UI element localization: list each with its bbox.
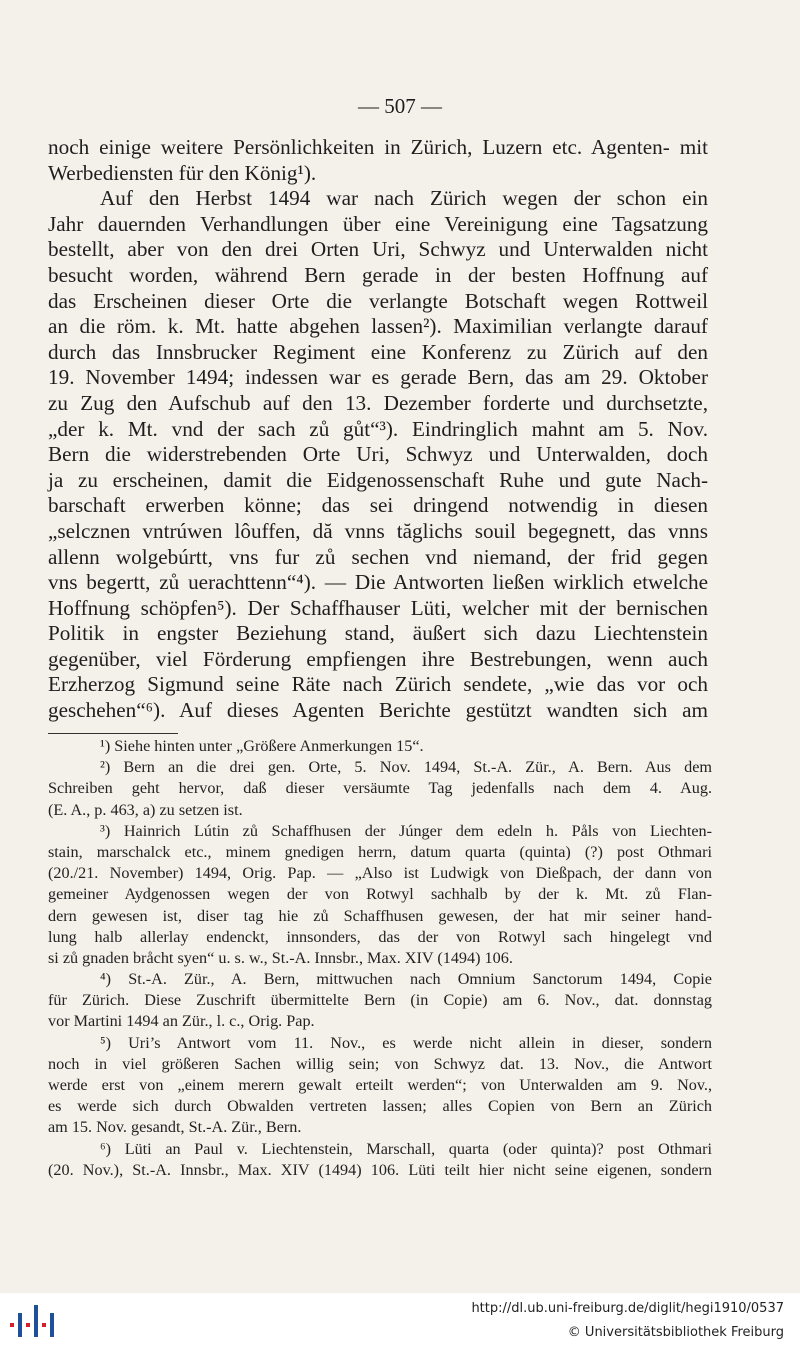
viewer-footer [0,1293,800,1349]
footnotes [48,736,712,1181]
text-line: allenn wolgebúrtt, vns fur zů sechen vnd niemand, der frid gegen [48,544,708,569]
text-line: an die röm. k. Mt. hatte abgehen lassen²). Maximilian verlangte darauf [48,314,708,339]
text-line: gegenüber, viel Förderung empfiengen ihre Bestrebungen, wenn auch [48,646,708,671]
text-line: ja zu erscheinen, damit die Eidgenossenschaft Ruhe und gute Nach- [48,467,708,492]
text-line: Jahr dauernden Verhandlungen über eine Vereinigung eine Tagsatzung [48,211,708,236]
footnote-line: stain, marschalck etc., minem gnedigen herrn, datum quarta (quinta) (?) post Othmari [48,842,712,861]
footnote-line: am 15. Nov. gesandt, St.-A. Zür., Bern. [48,1118,302,1137]
main-text [48,135,708,724]
footnote-line: si zů gnaden bråcht syen“ u. s. w., St.-A. Innsbr., Max. XIV (1494) 106. [48,948,513,967]
ub-freiburg-logo-icon [8,1301,56,1341]
footnote-line: es werde sich durch Obwalden vertreten lassen; alles Copien von Bern an Zürich [48,1097,712,1116]
text-line: Erzherzog Sigmund seine Räte nach Zürich sendete, „wie das vor och [48,672,708,697]
footnote-line: ¹) Siehe hinten unter „Größere Anmerkungen 15“. [100,737,424,755]
footnote-line: gemeiner Aydgenossen wegen der von Rotwyl sachhalb by der k. Mt. zů Flan- [48,885,712,904]
copyright-text: © Universitätsbibliothek Freiburg [567,1325,784,1340]
footnote-line: (20./21. November) 1494, Orig. Pap. — „Also ist Ludwigk von Dießpach, der dann von [48,864,712,883]
footnote-divider [48,733,178,734]
text-line: „selcznen vntrúwen lôuffen, dă vnns tăglichs souil begegnett, das vnns [48,518,708,543]
text-line: durch das Innsbrucker Regiment eine Konferenz zu Zürich auf den [48,339,708,364]
footnote-line: ³) Hainrich Lútin zů Schaffhusen der Júnger dem edeln h. Påls von Liechten- [100,821,712,840]
page-number: — 507 — [358,94,442,118]
footnote-line: dern gewesen ist, diser tag hie zů Schaffhusen gewesen, der hat mir seiner hand- [48,906,712,925]
footnote-line: für Zürich. Diese Zuschrift übermittelte Bern (in Copie) am 6. Nov., dat. donnstag [48,991,712,1010]
text-line: Werbediensten für den König¹). [48,160,317,185]
text-line: bestellt, aber von den drei Orten Uri, Schwyz und Unterwalden nicht [48,237,708,262]
footnote-line: noch in viel größeren Sachen willig sein; von Schwyz dat. 13. Nov., die Antwort [48,1054,712,1073]
footnote-line: (20. Nov.), St.-A. Innsbr., Max. XIV (1494) 106. Lüti teilt hier nicht seine eigenen, sondern [48,1160,712,1179]
permalink[interactable]: http://dl.ub.uni-freiburg.de/diglit/hegi1910/0537 [471,1301,784,1316]
text-line: „der k. Mt. vnd der sach zů gůt“³). Eindringlich mahnt am 5. Nov. [48,416,708,441]
text-line: Politik in engster Beziehung stand, äußert sich dazu Liechtenstein [48,621,708,646]
footnote-line: ⁶) Lüti an Paul v. Liechtenstein, Marschall, quarta (oder quinta)? post Othmari [100,1139,712,1158]
footnote-line: (E. A., p. 463, a) zu setzen ist. [48,800,243,819]
footnote-line: Schreiben geht hervor, daß dieser versäumte Tag jedenfalls nach dem 4. Aug. [48,779,712,798]
text-line: barschaft erwerben könne; das sei dringend notwendig in diesen [48,493,708,518]
text-line: zu Zug den Aufschub auf den 13. Dezember forderte und durchsetzte, [48,390,708,415]
text-line: das Erscheinen dieser Orte die verlangte Botschaft wegen Rottweil [48,288,708,313]
text-line: Hoffnung schöpfen⁵). Der Schaffhauser Lüti, welcher mit der bernischen [48,595,708,620]
text-line: Bern die widerstrebenden Orte Uri, Schwyz und Unterwalden, doch [48,442,708,467]
text-line: geschehen“⁶). Auf dieses Agenten Berichte gestützt wandten sich am [48,698,708,723]
text-line: Auf den Herbst 1494 war nach Zürich wegen der schon ein [100,186,708,211]
text-line: noch einige weitere Persönlichkeiten in Zürich, Luzern etc. Agenten- mit [48,135,708,159]
footnote-line: vor Martini 1494 an Zür., l. c., Orig. Pap. [48,1012,315,1031]
footnote-line: werde erst von „einem merern gewalt erteilt werden“; von Unterwalden am 9. Nov., [48,1076,712,1094]
footnote-line: lung halb allerlay endenckt, innsonders, das der von Rotwyl sach hingelegt vnd [48,927,712,946]
text-line: besucht worden, während Bern gerade in der besten Hoffnung auf [48,262,708,287]
footnote-line: ⁴) St.-A. Zür., A. Bern, mittwuchen nach Omnium Sanctorum 1494, Copie [100,970,712,989]
text-line: vns begertt, zů uerachttenn“⁴). — Die Antworten ließen wirklich etwelche [48,570,708,595]
text-line: 19. November 1494; indessen war es gerade Bern, das am 29. Oktober [48,365,708,390]
footnote-line: ²) Bern an die drei gen. Orte, 5. Nov. 1494, St.-A. Zür., A. Bern. Aus dem [100,758,712,777]
footnote-line: ⁵) Uri’s Antwort vom 11. Nov., es werde nicht allein in dieser, sondern [100,1033,712,1052]
